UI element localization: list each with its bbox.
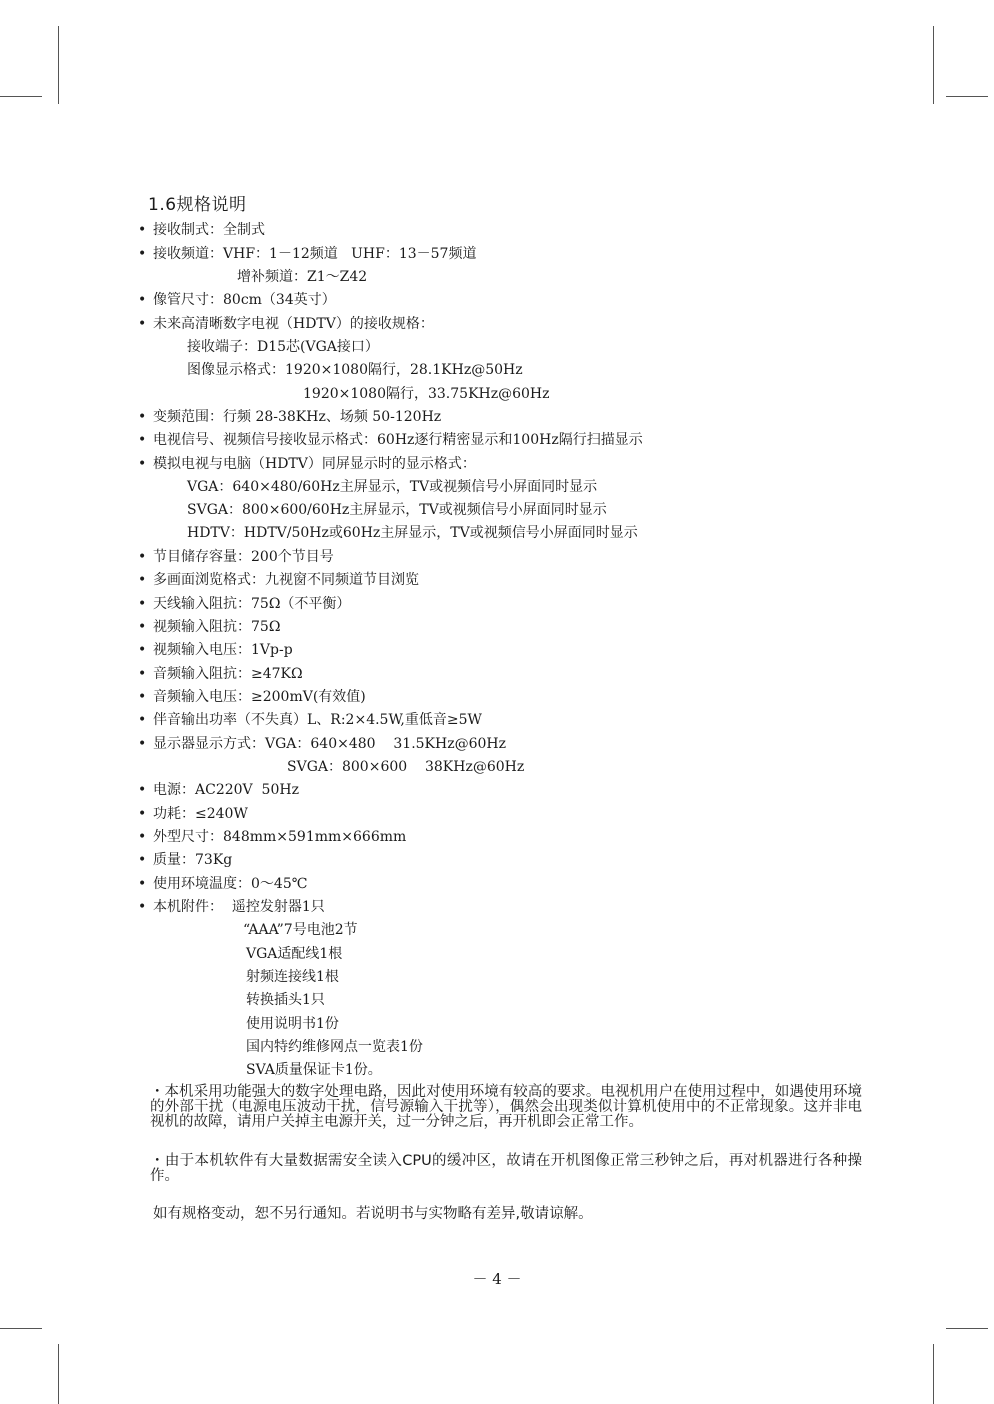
- bullet: •: [138, 829, 147, 845]
- spec-line: SVGA：800×600 38KHz@60Hz: [287, 759, 525, 775]
- bullet: •: [138, 852, 147, 868]
- spec-line: 国内特约维修网点一览表1份: [246, 1039, 423, 1055]
- crop-mark: [946, 96, 988, 97]
- spec-line: 天线输入阻抗：75Ω（不平衡）: [153, 596, 351, 612]
- spec-line: 质量：73Kg: [153, 852, 233, 868]
- spec-line: 接收制式：全制式: [153, 222, 265, 238]
- spec-line: 本机附件： 遥控发射器1只: [153, 899, 325, 915]
- crop-mark: [58, 1344, 59, 1404]
- spec-line: 功耗：≤240W: [153, 806, 248, 822]
- bullet: •: [138, 316, 147, 332]
- spec-line: 使用环境温度：0～45℃: [153, 876, 308, 892]
- bullet: •: [138, 292, 147, 308]
- spec-line: HDTV：HDTV/50Hz或60Hz主屏显示，TV或视频信号小屏面同时显示: [187, 525, 638, 541]
- bullet: •: [138, 572, 147, 588]
- crop-mark: [0, 1328, 42, 1329]
- spec-line: VGA：640×480/60Hz主屏显示，TV或视频信号小屏面同时显示: [187, 479, 598, 495]
- crop-mark: [933, 1344, 934, 1404]
- spec-line: 接收频道：VHF：1－12频道 UHF：13－57频道: [153, 246, 477, 262]
- bullet: •: [138, 642, 147, 658]
- section-title: 1.6规格说明: [148, 195, 247, 215]
- spec-line: 变频范围：行频 28-38KHz、场频 50-120Hz: [153, 409, 442, 425]
- page-number: － 4 －: [472, 1270, 522, 1288]
- crop-mark: [0, 96, 42, 97]
- spec-line: 使用说明书1份: [246, 1016, 339, 1032]
- bullet: •: [138, 666, 147, 682]
- spec-line: 未来高清晰数字电视（HDTV）的接收规格：: [153, 316, 434, 332]
- spec-line: 像管尺寸：80cm（34英寸）: [153, 292, 336, 308]
- spec-line: 电视信号、视频信号接收显示格式：60Hz逐行精密显示和100Hz隔行扫描显示: [153, 432, 643, 448]
- bullet: •: [138, 712, 147, 728]
- bullet: •: [138, 456, 147, 472]
- spec-line: SVA质量保证卡1份。: [246, 1062, 382, 1078]
- crop-mark: [933, 26, 934, 104]
- bullet: •: [138, 806, 147, 822]
- spec-line: 增补频道：Z1～Z42: [237, 269, 368, 285]
- notice-text: 如有规格变动，恕不另行通知。若说明书与实物略有差异,敬请谅解。: [153, 1206, 593, 1222]
- crop-mark: [946, 1328, 988, 1329]
- bullet: •: [138, 736, 147, 752]
- crop-mark: [58, 26, 59, 104]
- spec-line: VGA适配线1根: [246, 946, 343, 962]
- bullet: •: [138, 432, 147, 448]
- usage-paragraph: ・由于本机软件有大量数据需安全读入CPU的缓冲区，故请在开机图像正常三秒钟之后，再对机器进行各种操作。: [150, 1153, 862, 1184]
- bullet: •: [138, 876, 147, 892]
- spec-line: 音频输入阻抗：≥47KΩ: [153, 666, 303, 682]
- bullet: •: [138, 689, 147, 705]
- spec-line: 电源：AC220V 50Hz: [153, 782, 299, 798]
- bullet: •: [138, 782, 147, 798]
- spec-line: 1920×1080隔行，33.75KHz@60Hz: [303, 386, 550, 402]
- spec-line: 节目储存容量：200个节目号: [153, 549, 334, 565]
- spec-line: 多画面浏览格式：九视窗不同频道节目浏览: [153, 572, 419, 588]
- spec-line: 图像显示格式：1920×1080隔行，28.1KHz@50Hz: [187, 362, 523, 378]
- usage-paragraph: ・本机采用功能强大的数字处理电路，因此对使用环境有较高的要求。电视机用户在使用过程中，如遇使用环境的外部干扰（电源电压波动干扰，信号源输入干扰等），偶然会出现类似计算机使用中的不正常现象。这并非电视机的故障，请用户关掉主电源开关，过一分钟之后，再开机即会正常工作。: [150, 1084, 862, 1130]
- spec-line: 接收端子：D15芯(VGA接口）: [187, 339, 379, 355]
- spec-line: 射频连接线1根: [246, 969, 339, 985]
- spec-line: 模拟电视与电脑（HDTV）同屏显示时的显示格式：: [153, 456, 476, 472]
- spec-line: 视频输入阻抗：75Ω: [153, 619, 281, 635]
- spec-line: 伴音输出功率（不失真）L、R:2×4.5W,重低音≥5W: [153, 712, 482, 728]
- spec-line: SVGA：800×600/60Hz主屏显示，TV或视频信号小屏面同时显示: [187, 502, 607, 518]
- spec-line: 转换插头1只: [246, 992, 325, 1008]
- bullet: •: [138, 596, 147, 612]
- bullet: •: [138, 549, 147, 565]
- spec-line: 显示器显示方式：VGA：640×480 31.5KHz@60Hz: [153, 736, 506, 752]
- spec-line: 外型尺寸：848mm×591mm×666mm: [153, 829, 407, 845]
- bullet: •: [138, 899, 147, 915]
- spec-line: 音频输入电压：≥200mV(有效值): [153, 689, 366, 705]
- spec-line: 视频输入电压：1Vp-p: [153, 642, 293, 658]
- spec-line: “AAA”7号电池2节: [243, 922, 358, 938]
- bullet: •: [138, 246, 147, 262]
- bullet: •: [138, 619, 147, 635]
- bullet: •: [138, 409, 147, 425]
- bullet: •: [138, 222, 147, 238]
